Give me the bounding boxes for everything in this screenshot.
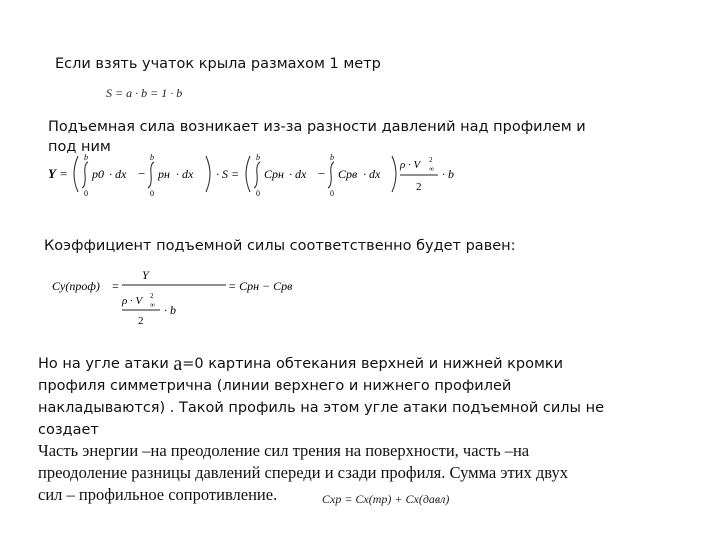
s-eq: · S = bbox=[216, 167, 240, 181]
cy-lhs: Cy(проф) bbox=[52, 279, 100, 293]
integral-icon bbox=[148, 162, 154, 188]
p0-label: p0 bbox=[92, 167, 104, 181]
lift-text-line1: Подъемная сила возникает из-за разности давлений над профилем и bbox=[48, 119, 586, 135]
cy-two: 2 bbox=[138, 315, 144, 327]
integral-icon bbox=[328, 162, 334, 188]
dx-label-2: · dx bbox=[176, 167, 194, 181]
dx-label-4: · dx bbox=[363, 167, 381, 181]
formula-s: S = a · b = 1 · b bbox=[106, 86, 183, 100]
dx-label-3: · dx bbox=[289, 167, 307, 181]
energy-line-3: сил – профильное сопротивление. bbox=[38, 485, 278, 504]
integral-icon bbox=[254, 162, 260, 188]
int-lower-1: 0 bbox=[84, 189, 88, 198]
cy-sq: 2 bbox=[150, 292, 154, 300]
coefficient-text: Коэффициент подъемной силы соответственно будет равен: bbox=[44, 238, 516, 254]
formula-eq: = bbox=[60, 166, 68, 181]
paragraph-line-2: профиля симметрична (линии верхнего и нижнего профилей bbox=[38, 378, 512, 394]
minus-1: − bbox=[138, 166, 146, 181]
int-upper-3: b bbox=[256, 153, 260, 162]
heading-text-span: Если взять учаток крыла размахом 1 метр bbox=[55, 56, 381, 72]
v-inf: ∞ bbox=[429, 165, 434, 173]
right-paren-icon bbox=[392, 156, 396, 192]
cy-num: Y bbox=[142, 268, 149, 282]
int-lower-3: 0 bbox=[256, 189, 260, 198]
int-lower-2: 0 bbox=[150, 189, 154, 198]
formula-y: Y bbox=[48, 166, 56, 181]
left-paren-icon bbox=[74, 156, 78, 192]
int-upper-4: b bbox=[330, 153, 334, 162]
paragraph-line-3: накладываются) . Такой профиль на этом угле атаки подъемной силы не bbox=[38, 400, 605, 416]
cy-b: · b bbox=[164, 303, 176, 317]
cy-formula bbox=[50, 266, 293, 338]
cpn-label: Cpн bbox=[264, 167, 284, 181]
alpha-symbol: a bbox=[173, 353, 183, 375]
rho-v: ρ · V bbox=[400, 159, 421, 171]
alpha-prefix: Но на угле атаки bbox=[38, 356, 174, 372]
int-lower-4: 0 bbox=[330, 189, 334, 198]
cxp-formula: Cxp = Cx(тр) + Cx(давл) bbox=[322, 492, 450, 506]
cy-eq: = bbox=[112, 279, 119, 293]
energy-line-1: Часть энергии –на преодоление сил трения на поверхности, часть –на bbox=[38, 441, 530, 460]
left-paren-icon bbox=[246, 156, 250, 192]
cy-rhs: = Cpн − Cpв bbox=[228, 279, 293, 293]
v-sq: 2 bbox=[429, 156, 433, 164]
cpv-label: Cpв bbox=[338, 167, 358, 181]
cy-den: ρ · V bbox=[122, 295, 143, 307]
int-upper-2: b bbox=[150, 153, 154, 162]
dx-label-1: · dx bbox=[109, 167, 127, 181]
paragraph-line-4: создает bbox=[38, 422, 99, 438]
denominator-two: 2 bbox=[416, 181, 422, 193]
right-paren-icon bbox=[206, 156, 210, 192]
pn-label: pн bbox=[158, 167, 170, 181]
paragraph-line-1 bbox=[38, 354, 563, 374]
lift-text-line2: под ним bbox=[48, 139, 111, 155]
int-upper-1: b bbox=[84, 153, 88, 162]
integral-icon bbox=[82, 162, 88, 188]
cy-inf: ∞ bbox=[150, 301, 155, 309]
times-b: · b bbox=[442, 167, 454, 181]
minus-2: − bbox=[318, 166, 326, 181]
energy-line-2: преодоление разницы давлений спереди и сзади профиля. Сумма этих двух bbox=[38, 463, 568, 482]
alpha-suffix: =0 картина обтекания верхней и нижней кромки bbox=[182, 356, 564, 372]
lift-formula bbox=[46, 148, 466, 200]
